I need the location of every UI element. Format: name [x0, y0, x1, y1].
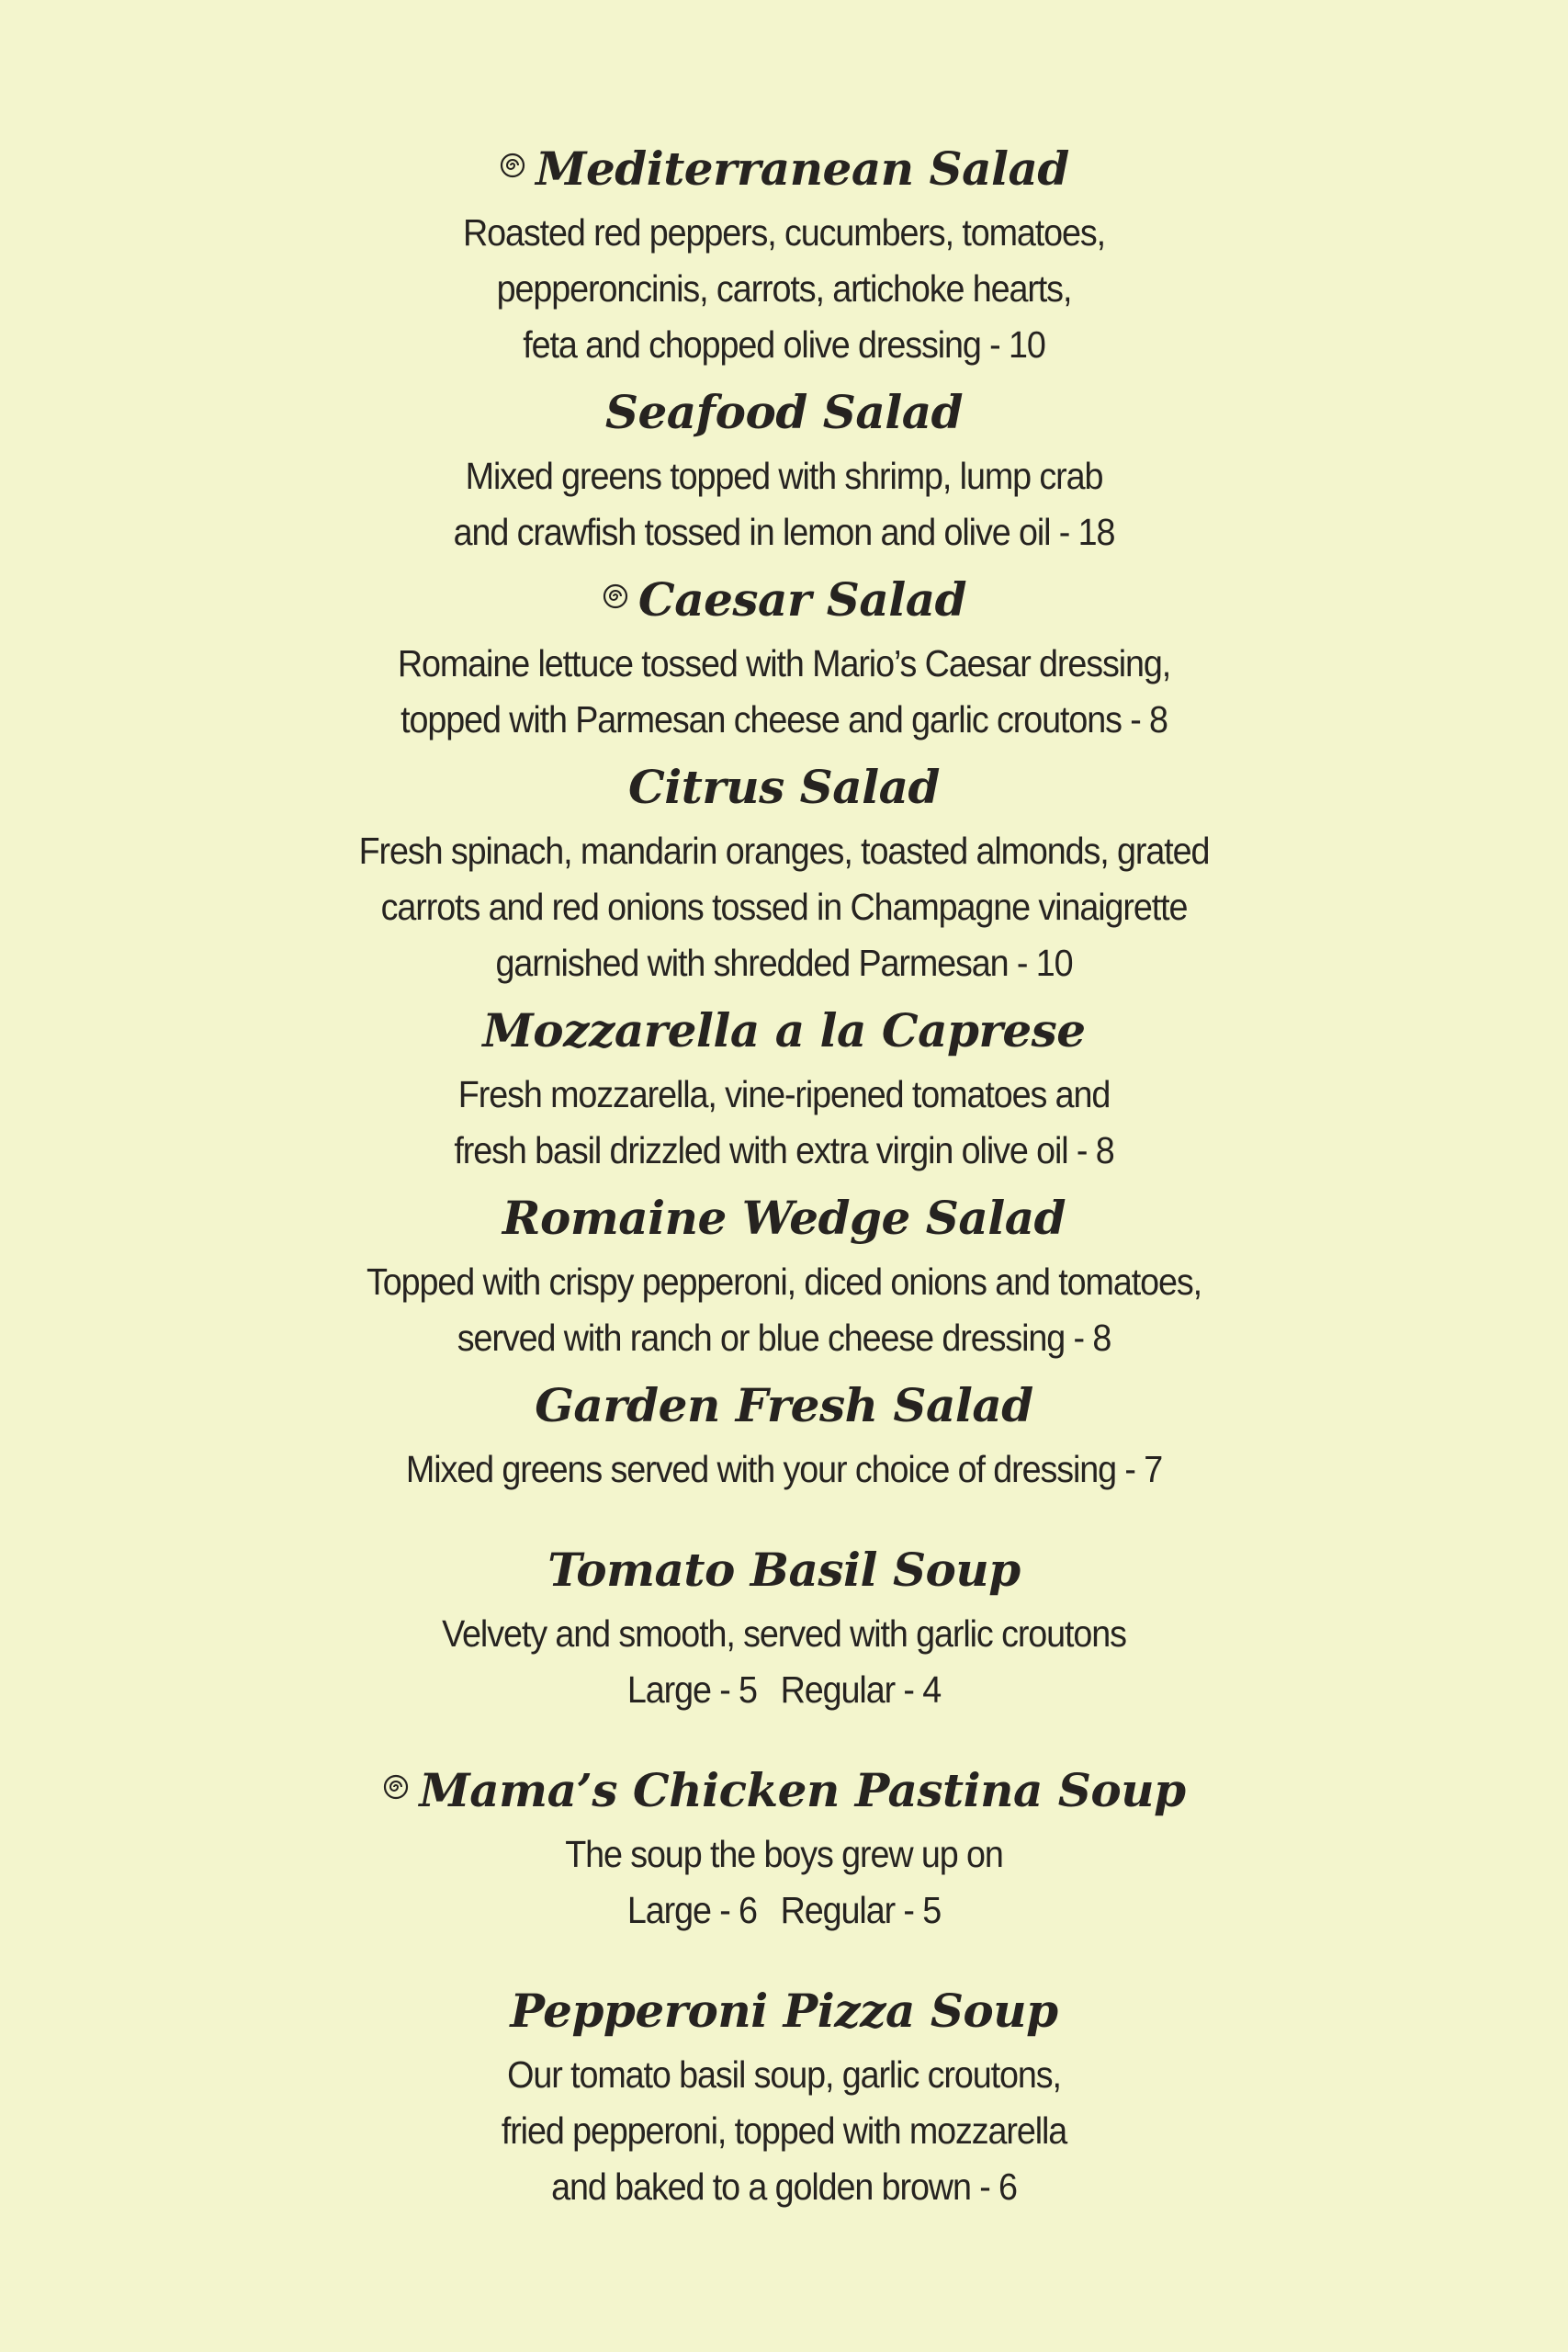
price-row: Large - 5 Regular - 4: [626, 1668, 942, 1711]
item-title: Pepperoni Pizza Soup: [510, 1984, 1058, 2038]
spiral-signature-icon: [602, 582, 629, 610]
menu-item-chicken-pastina-soup: [0, 1755, 1568, 1939]
menu-item-romaine-wedge-salad: [0, 1182, 1568, 1366]
item-title: Mediterranean Salad: [0, 133, 1568, 205]
menu-item-seafood-salad: [0, 377, 1568, 560]
item-title: Tomato Basil Soup: [547, 1543, 1021, 1597]
item-description: Fresh spinach, mandarin oranges, toasted almonds, grated carrots and red onions tossed in Champagne vinaigrette garnished with shredded Parmesan - 10: [358, 830, 1210, 984]
item-title: Romaine Wedge Salad: [502, 1191, 1066, 1245]
item-description: Velvety and smooth, served with garlic croutons Large - 5 Regular - 4: [62, 1606, 1505, 1718]
item-title: Citrus Salad: [628, 760, 940, 814]
menu-item-pepperoni-pizza-soup: [0, 1975, 1568, 2215]
item-description: The soup the boys grew up on Large - 6 Regular - 5: [62, 1826, 1505, 1939]
item-title: Seafood Salad: [604, 385, 964, 439]
item-description: Mixed greens served with your choice of dressing - 7: [405, 1448, 1163, 1490]
menu-item-mozzarella-caprese: [0, 995, 1568, 1179]
item-title: Mozzarella a la Caprese: [482, 1003, 1086, 1057]
item-description: Our tomato basil soup, garlic croutons, fried pepperoni, topped with mozzarella and baked to a golden brown - 6: [501, 2053, 1067, 2208]
item-description: Romaine lettuce tossed with Mario’s Caesar dressing, topped with Parmesan cheese and garlic croutons - 8: [397, 642, 1171, 741]
item-title: Garden Fresh Salad: [535, 1378, 1033, 1432]
item-description: Roasted red peppers, cucumbers, tomatoes, pepperoncinis, carrots, artichoke hearts, feta and chopped olive dressing - 10: [462, 211, 1106, 366]
item-title: Mama’s Chicken Pastina Soup: [0, 1755, 1568, 1826]
item-description: Fresh mozzarella, vine-ripened tomatoes and fresh basil drizzled with extra virgin olive oil - 8: [454, 1073, 1114, 1171]
menu-item-tomato-basil-soup: [0, 1534, 1568, 1718]
spiral-signature-icon: [499, 152, 526, 179]
menu-item-mediterranean-salad: [0, 133, 1568, 373]
item-description: Mixed greens topped with shrimp, lump crab and crawfish tossed in lemon and olive oil - 18: [453, 455, 1115, 553]
menu-item-garden-fresh-salad: [0, 1370, 1568, 1498]
menu-item-caesar-salad: [0, 564, 1568, 748]
price-row: Large - 6 Regular - 5: [626, 1889, 942, 1931]
menu-item-citrus-salad: [0, 752, 1568, 991]
item-title: Caesar Salad: [0, 564, 1568, 636]
spiral-signature-icon: [382, 1773, 410, 1801]
item-description: Topped with crispy pepperoni, diced onions and tomatoes, served with ranch or blue cheese dressing - 8: [366, 1261, 1202, 1359]
